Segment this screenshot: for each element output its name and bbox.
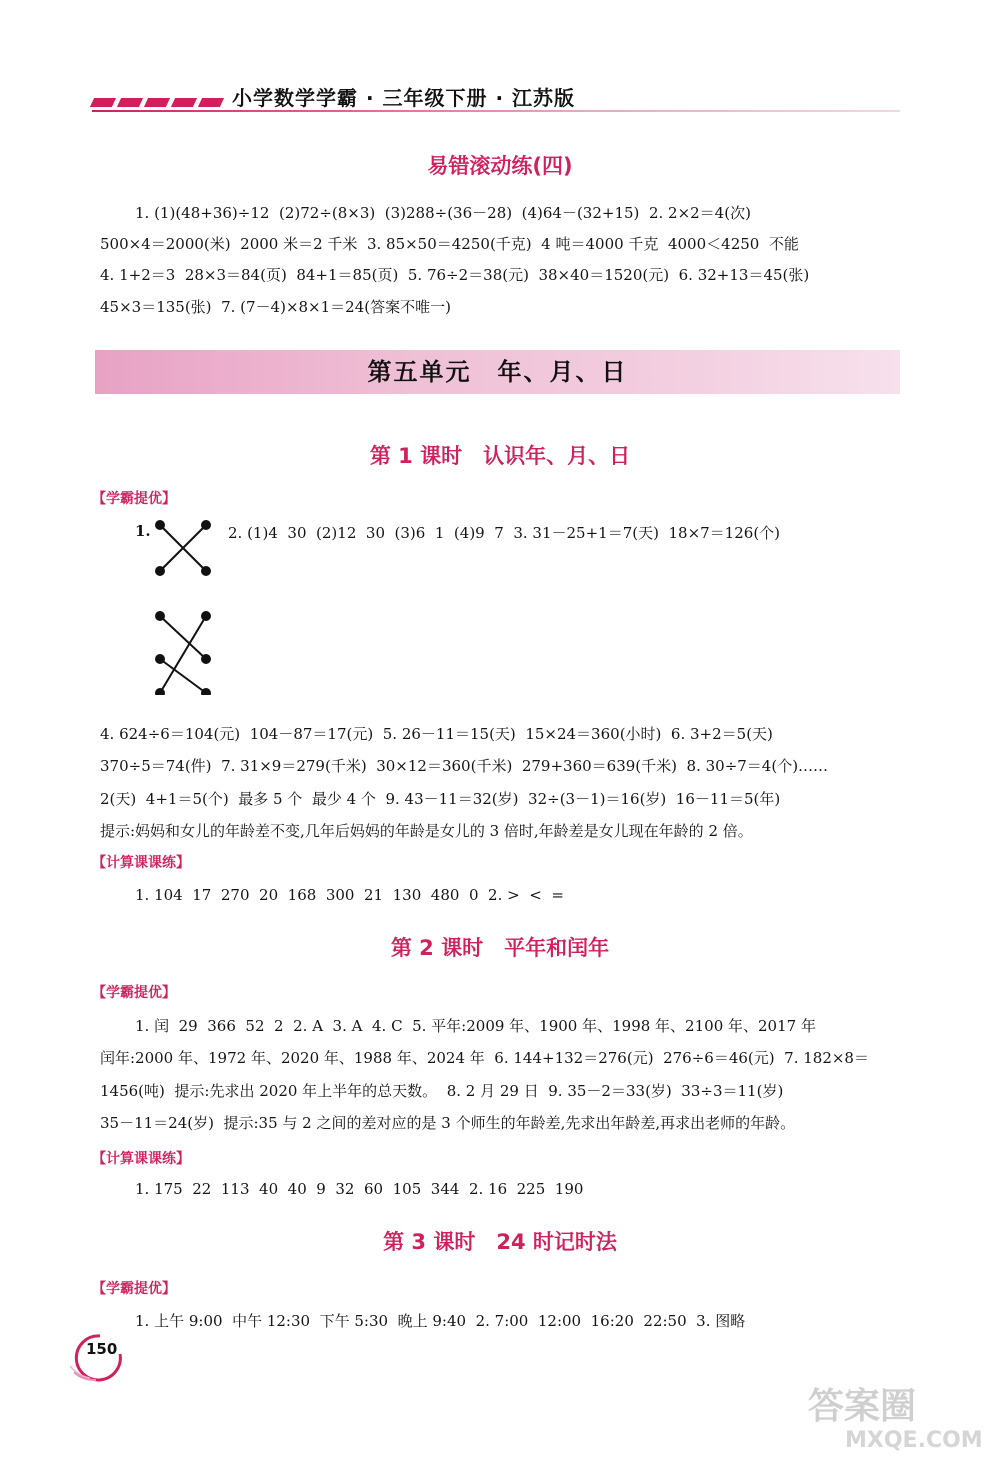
match-dot: [202, 655, 210, 663]
watermark-url: MXQE.COM: [845, 1428, 983, 1453]
match-dot: [202, 612, 210, 620]
match-line: [160, 616, 206, 693]
review-line: 1. (1)(48+36)÷12 (2)72÷(8×3) (3)288÷(36－28) (4)64－(32+15) 2. 2×2＝4(次): [135, 204, 751, 222]
match-dot: [202, 567, 210, 575]
match-dot: [202, 689, 210, 695]
lesson3-line: 1. 上午 9:00 中午 12:30 下午 5:30 晚上 9:40 2. 7:00 12:00 16:20 22:50 3. 图略: [135, 1312, 746, 1330]
tag-xueba: 【学霸提优】: [92, 1281, 176, 1297]
review-line: 500×4＝2000(米) 2000 米＝2 千米 3. 85×50＝4250(千克) 4 吨＝4000 千克 4000＜4250 不能: [100, 235, 799, 253]
lesson1-hint: 提示:妈妈和女儿的年龄差不变,几年后妈妈的年龄是女儿的 3 倍时,年龄差是女儿现在年龄的 2 倍。: [100, 822, 753, 840]
tag-xueba: 【学霸提优】: [92, 985, 176, 1001]
match-dot: [156, 521, 164, 529]
unit-title: 第五单元 年、月、日: [367, 358, 628, 386]
lesson2-line: 1456(吨) 提示:先求出 2020 年上半年的总天数。 8. 2 月 29 日 9. 35－2＝33(岁) 33÷3＝11(岁): [100, 1082, 784, 1100]
lesson1-calc: 1. 104 17 270 20 168 300 21 130 480 0 2. > < =: [135, 886, 564, 904]
lesson2-line: 1. 闰 29 366 52 2 2. A 3. A 4. C 5. 平年:2009 年、1900 年、1998 年、2100 年、2017 年: [135, 1017, 816, 1035]
lesson1-line: 2. (1)4 30 (2)12 30 (3)6 1 (4)9 7 3. 31－25+1＝7(天) 18×7＝126(个): [228, 524, 781, 542]
unit-banner: [95, 350, 900, 394]
lesson1-line: 370÷5＝74(件) 7. 31×9＝279(千米) 30×12＝360(千米) 279+360＝639(千米) 8. 30÷7＝4(个)……: [100, 757, 829, 775]
match-dot: [156, 689, 164, 695]
section-title-review: 易错滚动练(四): [427, 154, 573, 178]
lesson-title-2: 第 2 课时 平年和闰年: [390, 936, 610, 960]
tag-xueba: 【学霸提优】: [92, 491, 176, 507]
lesson1-line: 2(天) 4+1＝5(个) 最多 5 个 最少 4 个 9. 43－11＝32(岁) 32÷(3－1)＝16(岁) 16－11＝5(年): [100, 790, 781, 808]
review-line: 4. 1+2＝3 28×3＝84(页) 84+1＝85(页) 5. 76÷2＝38(元) 38×40＝1520(元) 6. 32+13＝45(张): [100, 266, 810, 284]
tag-calc: 【计算课课练】: [92, 1151, 190, 1167]
match-dot: [156, 612, 164, 620]
review-line: 45×3＝135(张) 7. (7－4)×8×1＝24(答案不唯一): [100, 298, 451, 316]
tag-calc: 【计算课课练】: [92, 855, 190, 871]
match-dot: [156, 655, 164, 663]
page-header: [92, 80, 900, 120]
lesson-title-1: 第 1 课时 认识年、月、日: [369, 444, 631, 468]
match-line: [160, 616, 206, 659]
lesson-title-3: 第 3 课时 24 时记时法: [383, 1230, 617, 1254]
item-number: 1.: [135, 522, 151, 540]
match-line: [160, 659, 206, 693]
watermark-logo: 答案圈: [808, 1386, 917, 1427]
match-dot: [202, 521, 210, 529]
matching-diagram: [150, 515, 220, 695]
lesson2-hint: 35－11＝24(岁) 提示:35 与 2 之间的差对应的是 3 个师生的年龄差,先求出年龄差,再求出老师的年龄。: [100, 1114, 796, 1132]
lesson2-line: 闰年:2000 年、1972 年、2020 年、1988 年、2024 年 6. 144+132＝276(元) 276÷6＝46(元) 7. 182×8＝: [100, 1049, 869, 1067]
match-dot: [156, 567, 164, 575]
lesson2-calc: 1. 175 22 113 40 40 9 32 60 105 344 2. 16 225 190: [135, 1180, 584, 1198]
page-number: 150: [86, 1340, 118, 1358]
book-title: 小学数学学霸 · 三年级下册 · 江苏版: [232, 86, 576, 110]
lesson1-line: 4. 624÷6＝104(元) 104－87＝17(元) 5. 26－11＝15(天) 15×24＝360(小时) 6. 3+2＝5(天): [100, 725, 773, 743]
